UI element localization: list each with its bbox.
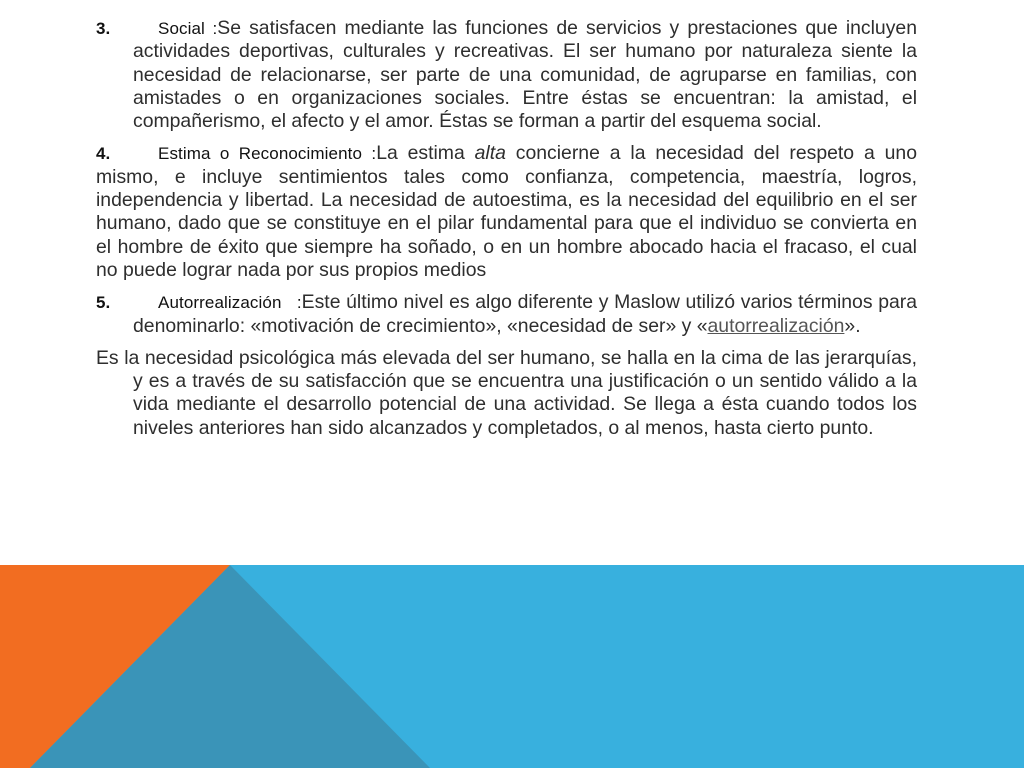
item-social <box>96 17 917 133</box>
item-body: Este último nivel es algo diferente y Maslow utilizó varios términos para denominarlo: «motivación de crecimiento», «necesidad de ser» y « <box>133 291 918 337</box>
decorative-banner <box>0 565 1024 768</box>
item-body: Se satisfacen mediante las funciones de servicios y prestaciones que incluyen actividades deportivas, culturales y recreativas. El ser humano por naturaleza siente la necesidad de relacionarse, ser parte de una comunidad, de agruparse en familias, con amistades o en organizaciones sociales. Entre éstas se encuentran: la amistad, el compañerismo, el afecto y el amor. Éstas se forman a partir del esquema social. <box>133 17 917 133</box>
item-body: ». <box>844 314 861 337</box>
item-heading: Social : <box>158 19 218 38</box>
item-body: concierne a la necesidad del respeto a uno mismo, e incluye sentimientos tales como confianza, competencia, maestría, logros, independencia y libertad. La necesidad de autoestima, es la necesidad del equilibrio en el ser humano, dado que se constituye en el pilar fundamental para que el individuo se convierta en el hombre de éxito que siempre ha soñado, o en un hombre abocado hacia el fracaso, el cual no puede lograr nada por sus propios medios <box>96 142 917 281</box>
slide-body <box>96 17 917 449</box>
item-number: 4. <box>96 144 111 164</box>
closing-paragraph: Es la necesidad psicológica más elevada del ser humano, se halla en la cima de las jerarquías, y es a través de su satisfacción que se encuentra una justificación o un sentido válido a la vida mediante el desarrollo potencial de una actividad. Se llega a ésta cuando todos los niveles anteriores han sido alcanzados y completados, o al menos, hasta cierto punto. <box>96 346 917 439</box>
item-heading: Autorrealización : <box>158 293 302 313</box>
item-autorrealizacion <box>96 291 917 338</box>
item-number: 5. <box>96 293 111 313</box>
item-body: La estima <box>376 142 475 165</box>
item-body-emphasis: alta <box>474 142 506 165</box>
item-estima <box>96 142 917 282</box>
autorrealizacion-link[interactable]: autorrealización <box>707 314 845 337</box>
item-heading: Estima o Reconocimiento : <box>158 144 377 164</box>
item-number: 3. <box>96 19 111 38</box>
